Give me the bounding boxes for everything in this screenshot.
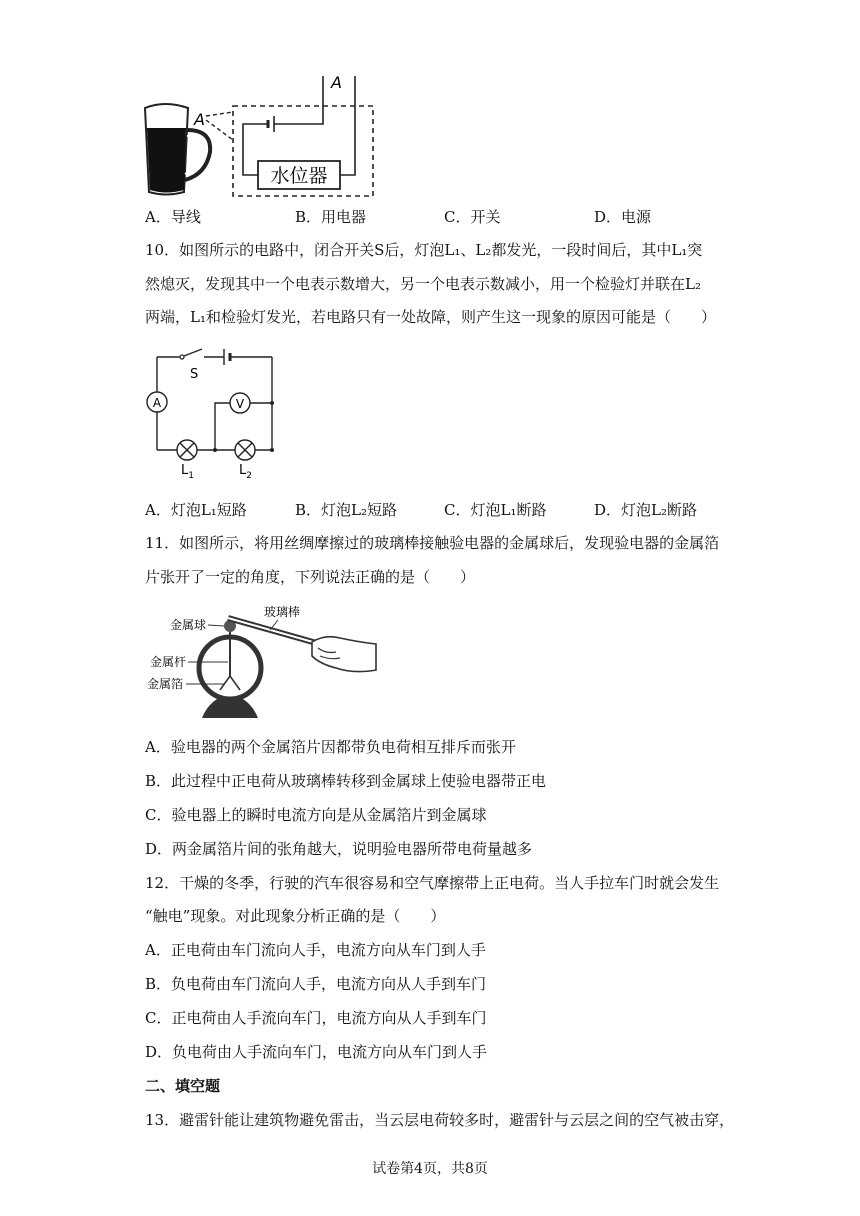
q10-stem-line1: 10．如图所示的电路中，闭合开关S后，灯泡L₁、L₂都发光，一段时间后，其中L₁突	[145, 241, 703, 259]
page-footer: 试卷第4页，共8页	[372, 1161, 488, 1177]
q11-label-glass-rod: 玻璃棒	[264, 605, 301, 619]
q10-option-d: D．灯泡L₂断路	[594, 501, 698, 519]
q9-label-a-top: A	[331, 73, 342, 92]
q10-switch-label: S	[190, 367, 199, 382]
q12-option-d: D．负电荷由人手流向车门，电流方向从车门到人手	[145, 1043, 488, 1061]
section-fill-blank-title: 二、填空题	[145, 1077, 221, 1095]
q9-label-a-cup: A	[194, 110, 205, 129]
q10-lamp2-sub: 2	[246, 471, 252, 481]
q10-ammeter-label: A	[152, 396, 162, 410]
q11-option-a: A．验电器的两个金属箔片因都带负电荷相互排斥而张开	[145, 738, 516, 756]
q10-lamp1-label: L	[181, 463, 189, 478]
q11-label-metal-ball: 金属球	[170, 618, 207, 632]
q10-stem-line3: 两端，L₁和检验灯发光，若电路只有一处故障，则产生这一现象的原因可能是（ ）	[145, 308, 716, 326]
q10-stem-line2: 然熄灭，发现其中一个电表示数增大，另一个电表示数减小，用一个检验灯并联在L₂	[145, 275, 701, 293]
svg-text:L1	[181, 463, 194, 481]
q11-stem-line2: 片张开了一定的角度，下列说法正确的是（ ）	[145, 568, 476, 586]
q11-option-c: C．验电器上的瞬时电流方向是从金属箔片到金属球	[145, 806, 487, 824]
q10-circuit-figure	[140, 345, 290, 485]
q12-option-c: C．正电荷由人手流向车门，电流方向从人手到车门	[145, 1009, 487, 1027]
svg-text:L2	[239, 463, 252, 481]
q10-option-c: C．灯泡L₁断路	[444, 501, 547, 519]
q9-device-label: 水位器	[270, 165, 328, 187]
q11-stem-line1: 11．如图所示，将用丝绸摩擦过的玻璃棒接触验电器的金属球后，发现验电器的金属箔	[145, 534, 720, 552]
q12-option-b: B．负电荷由车门流向人手，电流方向从人手到车门	[145, 975, 487, 993]
q12-option-a: A．正电荷由车门流向人手，电流方向从车门到人手	[145, 941, 486, 959]
q10-lamp2-label: L	[239, 463, 247, 478]
q11-electroscope-figure	[140, 598, 380, 723]
q10-option-a: A．灯泡L₁短路	[145, 501, 247, 519]
q11-label-metal-foil: 金属箔	[147, 677, 184, 691]
q9-option-a: A．导线	[145, 208, 201, 226]
q10-option-b: B．灯泡L₂短路	[295, 501, 397, 519]
q9-water-level-figure	[140, 70, 380, 200]
q12-stem-line1: 12．干燥的冬季，行驶的汽车很容易和空气摩擦带上正电荷。当人手拉车门时就会发生	[145, 874, 720, 892]
q11-option-b: B．此过程中正电荷从玻璃棒转移到金属球上使验电器带正电	[145, 772, 547, 790]
q9-option-c: C．开关	[444, 208, 501, 226]
q11-label-metal-rod: 金属杆	[150, 655, 187, 669]
q9-option-b: B．用电器	[295, 208, 367, 226]
q10-voltmeter-label: V	[235, 397, 245, 411]
q13-stem-line1: 13．避雷针能让建筑物避免雷击，当云层电荷较多时，避雷针与云层之间的空气被击穿，	[145, 1111, 735, 1129]
q12-stem-line2: “触电”现象。对此现象分析正确的是（ ）	[145, 907, 446, 925]
q11-option-d: D．两金属箔片间的张角越大，说明验电器所带电荷量越多	[145, 840, 533, 858]
q9-option-d: D．电源	[594, 208, 652, 226]
q10-lamp1-sub: 1	[188, 471, 194, 481]
